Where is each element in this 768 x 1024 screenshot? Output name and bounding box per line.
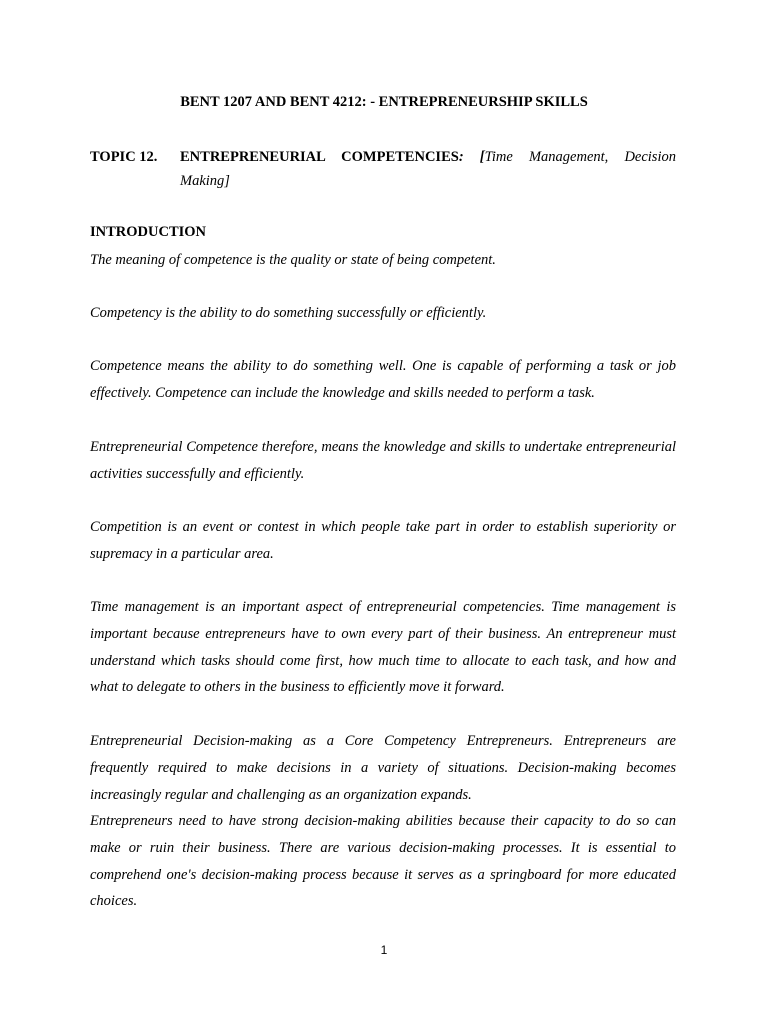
paragraph-time-management: Time management is an important aspect of entrepreneurial competencies. Time management is important because entrepreneurs have to own every part of their business. An entrepreneur must understand which tasks should come first, how much time to allocate to each task, and how and what to delegate to others in the business to efficiently move it forward. [90,599,676,696]
topic-row [90,145,676,169]
paragraph-competence-ability: Competence means the ability to do something well. One is capable of performing a task or job effectively. Competence can include the knowledge and skills needed to perform a task. [90,358,676,401]
course-title: BENT 1207 AND BENT 4212: - ENTREPRENEURSHIP SKILLS [180,94,588,110]
topic-title: ENTREPRENEURIAL COMPETENCIES [180,149,459,165]
topic-subtopics-line2: Making] [180,173,230,189]
paragraph-competence-meaning: The meaning of competence is the quality or state of being competent. [90,252,496,268]
paragraph-decision-making-core: Entrepreneurial Decision-making as a Core Competency Entrepreneurs. Entrepreneurs are frequently required to make decisions in a variety of situations. Decision-making becomes increasingly regular and challenging as an organization expands. [90,733,676,803]
paragraph-competition: Competition is an event or contest in which people take part in order to establish superiority or supremacy in a particular area. [90,519,676,562]
topic-body [180,145,676,169]
paragraph-decision-making-abilities: Entrepreneurs need to have strong decision-making abilities because their capacity to do so can make or ruin their business. There are various decision-making processes. It is essential to comprehend one's decision-making process because it serves as a springboard for more educated choices. [90,813,676,910]
topic-heading [90,145,676,193]
topic-subtopics-line1: Time Management, Decision [484,149,676,165]
topic-separator: : [ [458,149,485,165]
topic-label: TOPIC 12. [90,149,158,165]
paragraph-competency-definition: Competency is the ability to do something successfully or efficiently. [90,305,487,321]
paragraph-entrepreneurial-competence: Entrepreneurial Competence therefore, means the knowledge and skills to undertake entrepreneurial activities successfully and efficiently. [90,439,676,482]
page-number: 1 [380,943,388,957]
section-heading-introduction: INTRODUCTION [90,224,207,240]
